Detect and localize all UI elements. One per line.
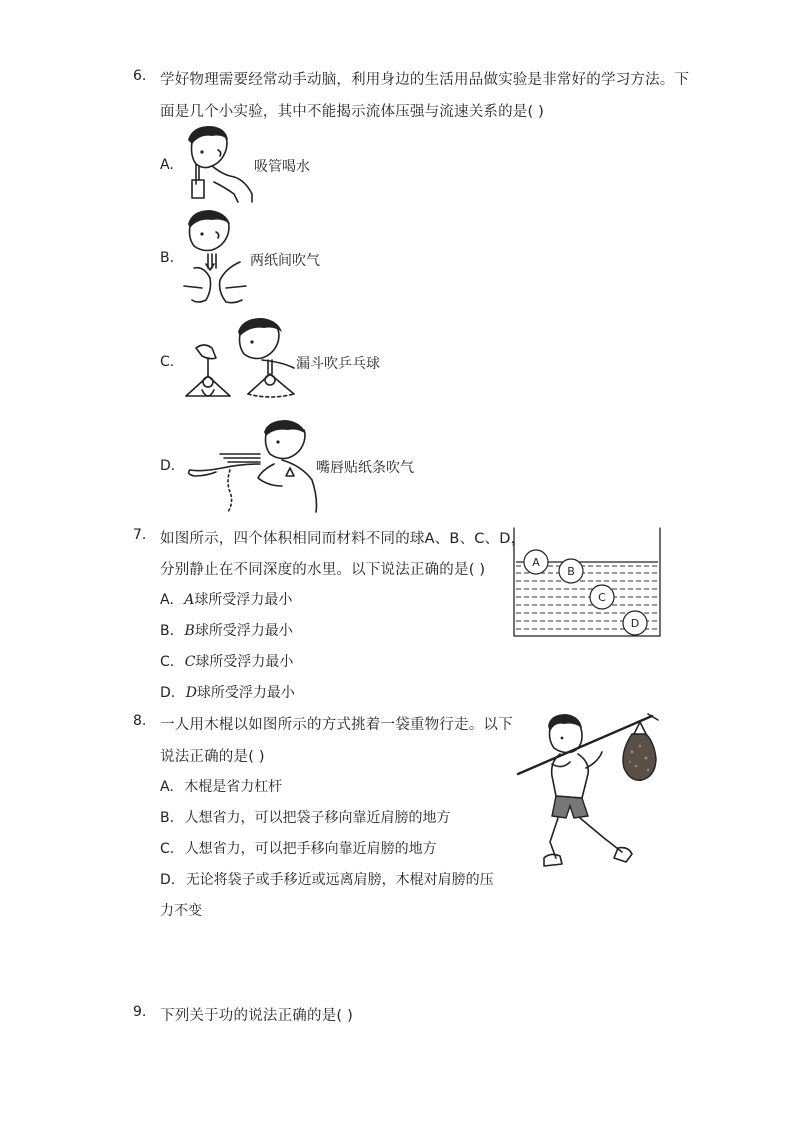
- q6-option-c-caption: 漏斗吹乒乓球: [296, 356, 380, 372]
- q6-option-b-caption: 两纸间吹气: [250, 253, 320, 269]
- q8-option-d[interactable]: [160, 869, 494, 889]
- q8-option-c-letter: C.: [160, 841, 175, 857]
- q8-option-a[interactable]: [160, 776, 282, 796]
- q7-option-b-letter: B.: [160, 623, 175, 639]
- q7-ball-d: [623, 611, 647, 635]
- q8-stem-line1: 一人用木棍以如图所示的方式挑着一袋重物行走。以下: [160, 717, 513, 733]
- svg-text:A: A: [532, 556, 540, 569]
- q7-figure-water-container: [512, 526, 664, 640]
- q7-option-a[interactable]: [160, 589, 292, 609]
- q7-option-c-text: 球所受浮力最小: [195, 654, 294, 670]
- q6-option-d-image-paper-strip-blowing: [182, 420, 320, 512]
- q7-option-b-variable: B: [184, 623, 195, 639]
- q7-option-b[interactable]: [160, 620, 293, 640]
- q7-option-d-letter: D.: [160, 685, 176, 701]
- q6-stem-line1: 学好物理需要经常动手动脑，利用身边的生活用品做实验是非常好的学习方法。下: [160, 72, 690, 88]
- q7-option-a-variable: A: [184, 592, 195, 608]
- q8-option-d-letter: D.: [160, 872, 176, 888]
- q7-option-b-text: 球所受浮力最小: [194, 623, 293, 639]
- q8-option-b[interactable]: [160, 807, 451, 827]
- q7-option-d-variable: D: [185, 685, 197, 701]
- q7-option-d[interactable]: [160, 682, 295, 702]
- q7-number: 7.: [133, 527, 147, 543]
- q6-option-c-image-funnel-pingpong: [182, 318, 300, 410]
- svg-text:C: C: [598, 591, 606, 604]
- q7-stem-line2: 分别静止在不同深度的水里。以下说法正确的是( ): [160, 562, 486, 578]
- q6-option-d-caption: 嘴唇贴纸条吹气: [316, 460, 414, 476]
- q8-option-a-letter: A.: [160, 779, 174, 795]
- svg-text:B: B: [567, 565, 575, 578]
- q8-number: 8.: [133, 713, 147, 729]
- q7-option-c-variable: C: [184, 654, 196, 670]
- q6-option-b-letter[interactable]: B.: [160, 250, 175, 266]
- q8-option-a-text: 木棍是省力杠杆: [184, 779, 283, 795]
- q7-stem-line1: 如图所示，四个体积相同而材料不同的球A、B、C、D，: [160, 531, 526, 547]
- q6-option-c-letter[interactable]: C.: [160, 354, 175, 370]
- q8-option-c-text: 人想省力，可以把手移向靠近肩膀的地方: [184, 841, 437, 857]
- q6-option-a-image-straw-drinking: [182, 122, 254, 202]
- q7-option-c-letter: C.: [160, 654, 175, 670]
- svg-text:D: D: [630, 617, 640, 630]
- q8-option-c[interactable]: [160, 838, 437, 858]
- q7-ball-c: [590, 585, 614, 609]
- q8-option-d-text-continued: 力不变: [160, 903, 202, 919]
- q7-option-a-text: 球所受浮力最小: [194, 592, 293, 608]
- q7-ball-b: [559, 559, 583, 583]
- q8-option-d-text: 无论将袋子或手移近或远离肩膀，木棍对肩膀的压: [185, 872, 494, 888]
- q7-option-c[interactable]: [160, 651, 293, 671]
- q8-option-b-letter: B.: [160, 810, 175, 826]
- q7-option-a-letter: A.: [160, 592, 174, 608]
- q9-stem-line1: 下列关于功的说法正确的是( ): [160, 1008, 353, 1024]
- q6-option-a-letter[interactable]: A.: [160, 157, 174, 173]
- q6-option-b-image-blow-between-papers: [182, 208, 252, 308]
- q6-option-a-caption: 吸管喝水: [254, 159, 310, 175]
- q6-option-d-letter[interactable]: D.: [160, 458, 176, 474]
- q6-stem-line2: 面是几个小实验，其中不能揭示流体压强与流速关系的是( ): [160, 104, 545, 120]
- q9-number: 9.: [133, 1004, 147, 1020]
- q8-option-b-text: 人想省力，可以把袋子移向靠近肩膀的地方: [184, 810, 451, 826]
- q8-stem-line2: 说法正确的是( ): [160, 749, 265, 765]
- q7-option-d-text: 球所受浮力最小: [196, 685, 295, 701]
- q6-number: 6.: [133, 68, 147, 84]
- q7-ball-a: [524, 550, 548, 574]
- q8-figure-person-carrying-bag: [516, 712, 662, 878]
